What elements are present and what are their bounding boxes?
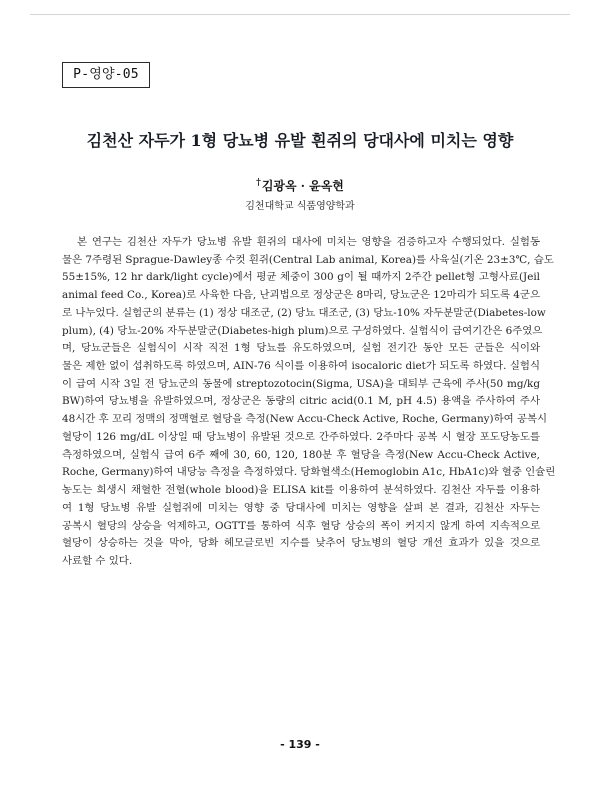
abstract-line: animal feed Co., Korea)로 사육한 다음, 난괴법으로 정상군은 8마리, 당뇨군은 12마리가 되도록 4군으 xyxy=(62,289,540,302)
author-line xyxy=(150,174,450,192)
abstract-line: 공복시 혈당의 상승을 억제하고, OGTT를 통하여 식후 혈당 상승의 폭이 커지지 않게 하여 지속적으로 xyxy=(62,519,540,532)
abstract-line: 물은 7주령된 Sprague-Dawley종 수컷 흰쥐(Central Lab animal, Korea)를 사육실(기온 23±3℃, 습도 xyxy=(62,253,554,266)
corresponding-author-mark: † xyxy=(256,178,261,188)
top-rule xyxy=(30,14,570,15)
abstract-line: plum), (4) 당뇨-20% 자두분말군(Diabetes-high plum)으로 구성하였다. 실험식이 급여기간은 6주였으 xyxy=(62,324,543,337)
abstract-line: Roche, Germany)하여 내당능 측정을 측정하였다. 당화혈색소(Hemoglobin A1c, HbA1c)와 혈중 인슐린 xyxy=(62,466,556,479)
affiliation: 김천대학교 식품영양학과 xyxy=(245,201,355,212)
abstract-line: 로 나누었다. 실험군의 분류는 (1) 정상 대조군, (2) 당뇨 대조군, (3) 당뇨-10% 자두분말군(Diabetes-low xyxy=(62,306,546,319)
abstract-line: 혈당이 126 mg/dL 이상일 때 당뇨병이 유발된 것으로 간주하였다. 2주마다 공복 시 혈장 포도당농도를 xyxy=(62,430,540,443)
session-code: P-영양-05 xyxy=(73,67,139,82)
abstract-line: 이 급여 시작 3일 전 당뇨군의 동물에 streptozotocin(Sigma, USA)을 대퇴부 근육에 주사(50 mg/kg xyxy=(62,377,540,390)
abstract-line: 55±15%, 12 hr dark/light cycle)에서 평균 체중이 300 g이 될 때까지 2주간 pellet형 고형사료(Jeil xyxy=(62,271,540,284)
session-code-box xyxy=(62,62,150,88)
abstract-body xyxy=(62,234,556,571)
abstract-line: 여 1형 당뇨병 유발 실험쥐에 미치는 영향 중 당대사에 미치는 영향을 살펴 본 결과, 김천산 자두는 xyxy=(62,501,540,514)
abstract-line: 48시간 후 꼬리 정맥의 정맥혈로 혈당을 측정(New Accu-Check Active, Roche, Germany)하여 공복시 xyxy=(62,413,548,426)
abstract-line: 측정하였으며, 실험식 급여 6주 째에 30, 60, 120, 180분 후 혈당을 측정(New Accu-Check Active, xyxy=(62,448,540,461)
abstract-line: 혈당이 상승하는 것을 막아, 당화 헤모글로빈 지수를 낮추어 당뇨병의 혈당 개선 효과가 있을 것으로 xyxy=(62,537,540,550)
paper-title: 김천산 자두가 1형 당뇨병 유발 흰쥐의 당대사에 미치는 영향 xyxy=(86,131,514,150)
abstract-line: BW)하여 당뇨병을 유발하였으며, 정상군은 동량의 citric acid(0.1 M, pH 4.5) 용액을 주사하여 주사 xyxy=(62,395,540,408)
abstract-line: 본 연구는 김천산 자두가 당뇨병 유발 흰쥐의 대사에 미치는 영향을 검증하고자 수행되었다. 실험동 xyxy=(77,236,540,248)
abstract-line: 물은 제한 없이 섭취하도록 하였으며, AIN-76 식이를 이용하여 isocaloric diet가 되도록 하였다. 실험식 xyxy=(62,360,540,373)
page-number: - 139 - xyxy=(280,738,320,751)
abstract-line: 며, 당뇨군들은 실험식이 시작 직전 1형 당뇨를 유도하였으며, 실험 전기간 동안 모든 군들은 식이와 xyxy=(62,342,540,355)
abstract-line: 사료할 수 있다. xyxy=(62,554,133,567)
author-names: 김광옥 · 윤옥현 xyxy=(261,179,344,193)
abstract-line: 농도는 희생시 채혈한 전혈(whole blood)을 ELISA kit를 이용하여 분석하였다. 김천산 자두를 이용하 xyxy=(62,484,540,497)
